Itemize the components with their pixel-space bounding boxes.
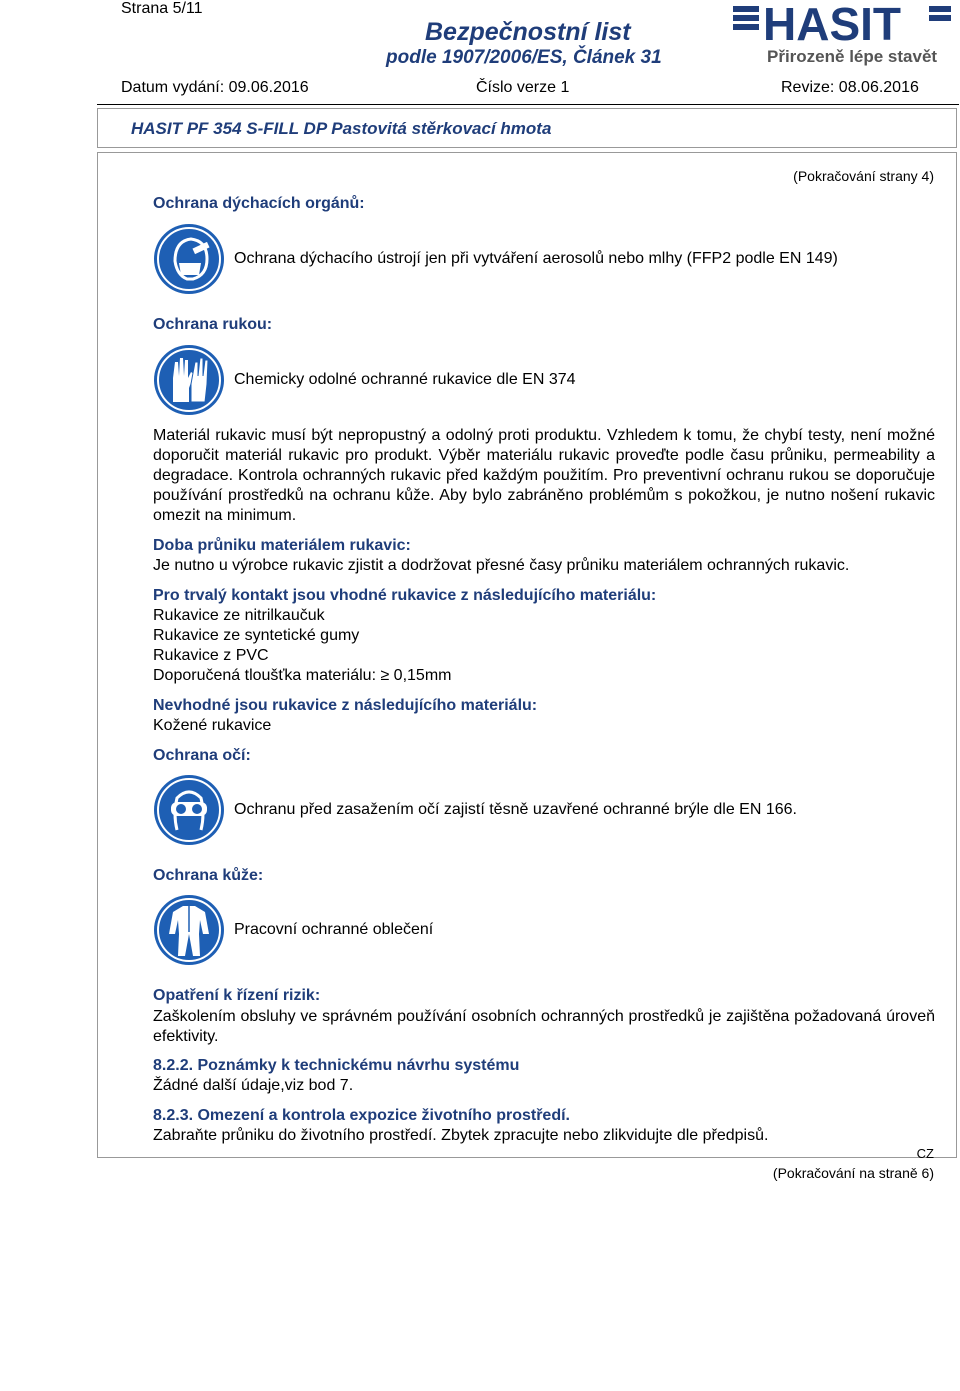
eyes-heading: Ochrana očí: [153,747,251,764]
section-822-heading: 8.2.2. Poznámky k technickému návrhu systému [153,1057,520,1074]
section-823-heading: 8.2.3. Omezení a kontrola expozice životního prostředí. [153,1107,570,1124]
breakthrough-heading: Doba průniku materiálem rukavic: [153,537,411,554]
document-title: Bezpečnostní list [425,18,631,46]
unsuitable-gloves-heading: Nevhodné jsou rukavice z následujícího materiálu: [153,697,538,714]
language-code: CZ [916,1146,934,1161]
issue-date: Datum vydání: 09.06.2016 [121,79,309,96]
continued-to: (Pokračování na straně 6) [772,1165,934,1181]
suitable-glove-item: Rukavice ze syntetické gumy [153,627,360,644]
document-subtitle: podle 1907/2006/ES, Článek 31 [386,47,662,68]
protective-clothing-icon [153,894,225,966]
respiratory-heading: Ochrana dýchacích orgánů: [153,195,365,212]
logo-brand: HASIT [763,2,901,50]
skin-text: Pracovní ochranné oblečení [234,921,434,938]
skin-heading: Ochrana kůže: [153,867,264,884]
unsuitable-glove-item: Kožené rukavice [153,717,272,734]
header-divider [97,104,959,105]
gloves-icon [153,344,225,416]
section-822-text: Žádné další údaje,viz bod 7. [153,1077,354,1094]
company-logo [733,2,953,68]
suitable-glove-item: Rukavice ze nitrilkaučuk [153,607,325,624]
hands-text: Chemicky odolné ochranné rukavice dle EN 374 [234,371,576,388]
logo-tagline: Přirozeně lépe stavět [767,47,938,66]
glove-thickness: Doporučená tloušťka materiálu: ≥ 0,15mm [153,667,452,684]
product-name: HASIT PF 354 S-FILL DP Pastovitá stěrkovací hmota [131,119,552,138]
section-823-text: Zabraňte průniku do životního prostředí. Zbytek zpracujte nebo zlikvidujte dle předpisů. [153,1127,769,1144]
page-number: Strana 5/11 [121,0,203,17]
revision-date: Revize: 08.06.2016 [781,79,919,96]
respiratory-text: Ochrana dýchacího ústrojí jen při vytváření aerosolů nebo mlhy (FFP2 podle EN 149) [234,250,838,267]
suitable-glove-item: Rukavice z PVC [153,647,269,664]
hands-heading: Ochrana rukou: [153,316,273,333]
glove-material-text: Materiál rukavic musí být nepropustný a odolný proti produktu. Vzhledem k tomu, že chybí testy, není možné doporučit materiál rukavic pro produkt. Výběr materiálu rukavic proveďte podle času průniku, permeability a degradace. Kontrola ochranných rukavic před každým použitím. Pro preventivní ochranu rukou se doporučuje používání prostředků na ochranu kůže. Aby bylo zabráněno problémům s pokožkou, je nutno nošení rukavic omezit na minimum. [153,427,935,524]
risk-heading: Opatření k řízení rizik: [153,987,321,1004]
eyes-text: Ochranu před zasažením očí zajistí těsně uzavřené ochranné brýle dle EN 166. [234,801,797,818]
risk-text: Zaškolením obsluhy ve správném používání osobních ochranných prostředků je zajištěna požadovaná úroveň efektivity. [153,1008,935,1045]
respirator-mask-icon [153,223,225,295]
breakthrough-text: Je nutno u výrobce rukavic zjistit a dodržovat přesné časy průniku materiálem ochranných rukavic. [153,557,850,574]
continued-from: (Pokračování strany 4) [793,168,934,184]
suitable-gloves-heading: Pro trvalý kontakt jsou vhodné rukavice z následujícího materiálu: [153,587,657,604]
goggles-icon [153,774,225,846]
version-number: Číslo verze 1 [476,79,570,96]
